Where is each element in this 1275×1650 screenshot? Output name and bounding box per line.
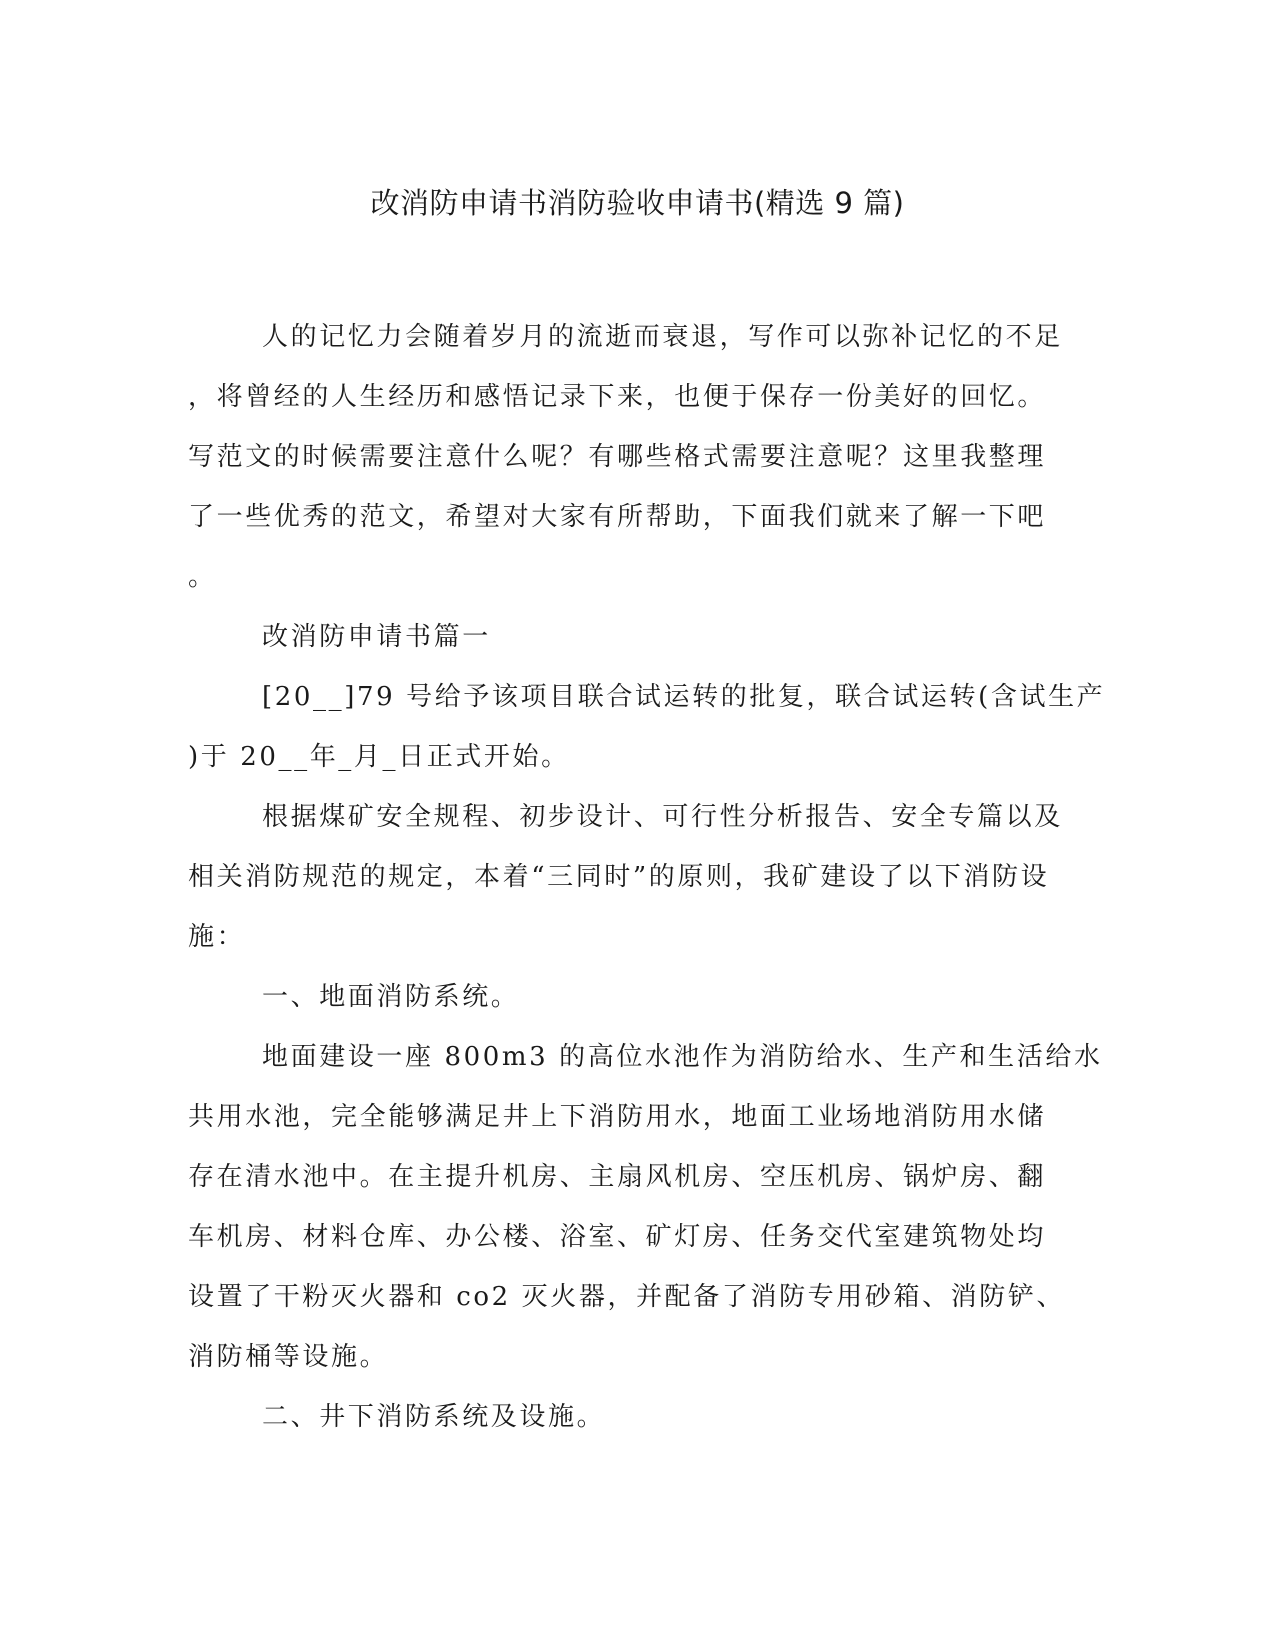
text-line: 写范文的时候需要注意什么呢？有哪些格式需要注意呢？这里我整理 <box>188 442 1047 472</box>
text-line: 根据煤矿安全规程、初步设计、可行性分析报告、安全专篇以及 <box>262 802 1063 832</box>
section-heading: 改消防申请书篇一 <box>262 622 491 652</box>
text-line: 相关消防规范的规定，本着“三同时”的原则，我矿建设了以下消防设 <box>188 862 1050 892</box>
text-line: 消防桶等设施。 <box>188 1342 389 1372</box>
document-title: 改消防申请书消防验收申请书(精选 9 篇) <box>370 186 905 220</box>
text-line: ，将曾经的人生经历和感悟记录下来，也便于保存一份美好的回忆。 <box>188 382 1047 412</box>
section-heading: 一、地面消防系统。 <box>262 982 520 1012</box>
text-line: 设置了干粉灭火器和 co2 灭火器，并配备了消防专用砂箱、消防铲、 <box>188 1282 1066 1312</box>
text-line: 车机房、材料仓库、办公楼、浴室、矿灯房、任务交代室建筑物处均 <box>188 1222 1047 1252</box>
section-heading: 二、井下消防系统及设施。 <box>262 1402 606 1432</box>
text-line: 人的记忆力会随着岁月的流逝而衰退，写作可以弥补记忆的不足 <box>262 322 1063 352</box>
text-line: 存在清水池中。在主提升机房、主扇风机房、空压机房、锅炉房、翻 <box>188 1162 1047 1192</box>
text-line: 施： <box>188 922 246 952</box>
text-line: [20__]79 号给予该项目联合试运转的批复，联合试运转(含试生产 <box>262 682 1106 712</box>
text-line: 。 <box>188 562 217 592</box>
text-line: )于 20__年_月_日正式开始。 <box>188 742 570 772</box>
text-line: 了一些优秀的范文，希望对大家有所帮助，下面我们就来了解一下吧 <box>188 502 1047 532</box>
text-line: 地面建设一座 800m3 的高位水池作为消防给水、生产和生活给水 <box>262 1042 1103 1072</box>
text-line: 共用水池，完全能够满足井上下消防用水，地面工业场地消防用水储 <box>188 1102 1047 1132</box>
